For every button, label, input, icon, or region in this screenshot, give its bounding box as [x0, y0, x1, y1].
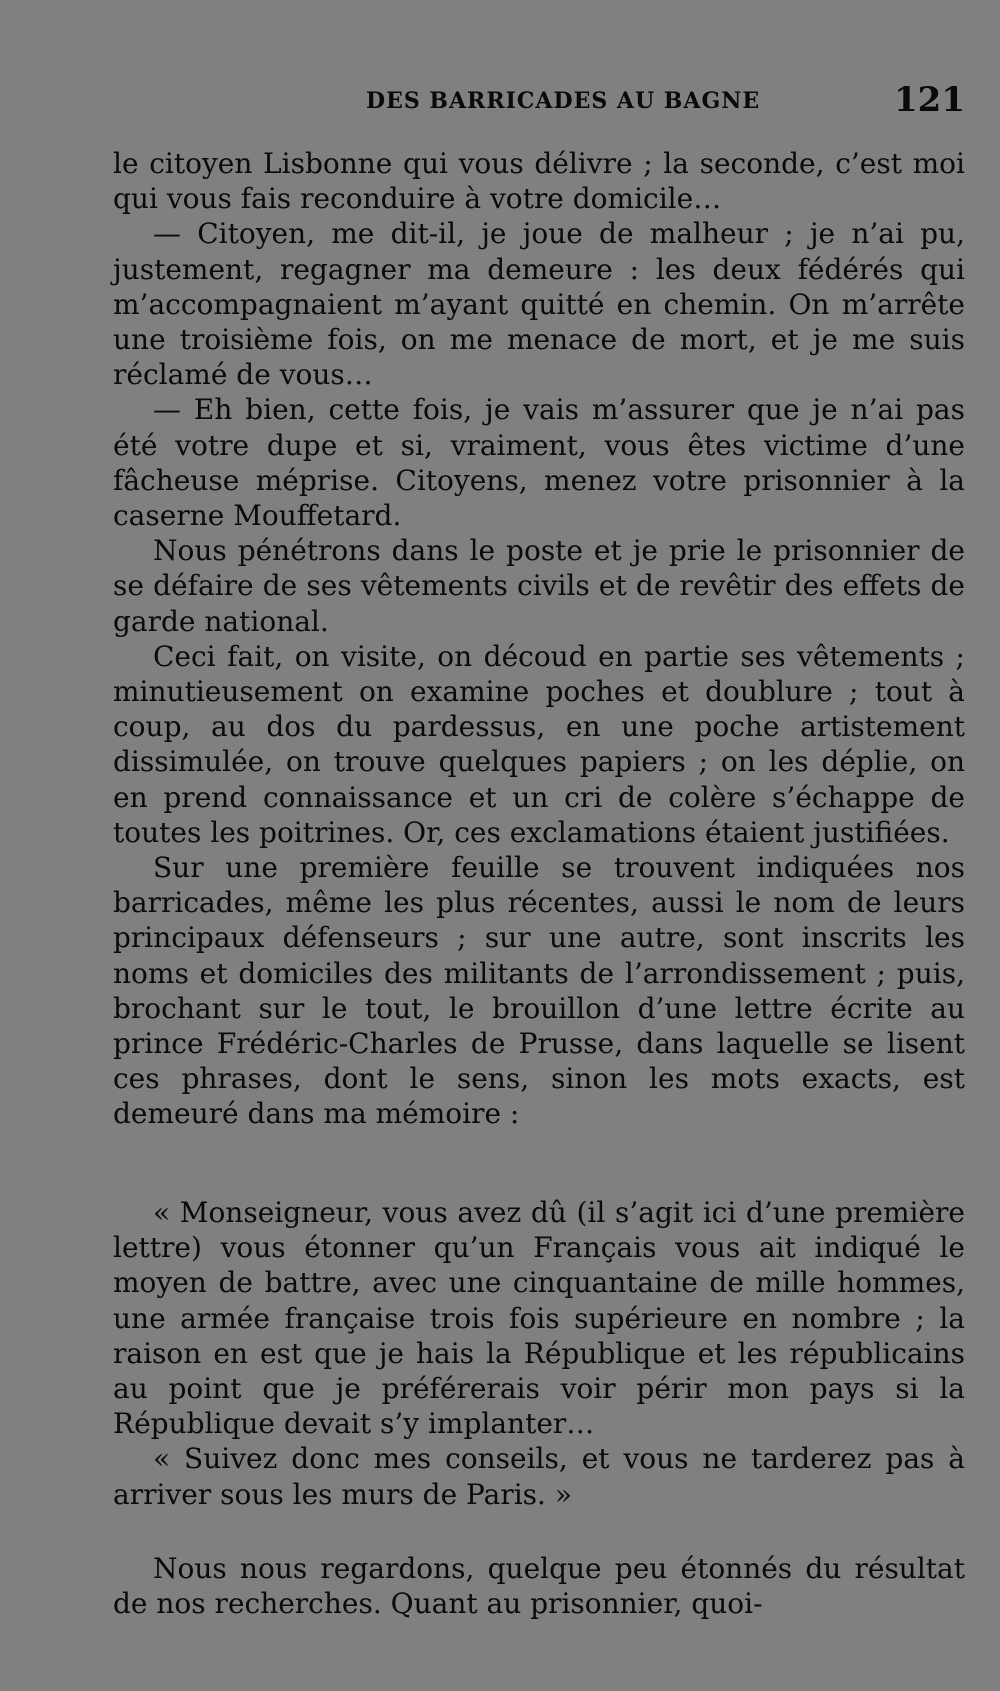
paragraph: — Citoyen, me dit-il, je joue de malheur ; je n’ai pu, justement, regagner ma demeure : les deux fédérés qui m’accompagnaient m’ayant quitté en chemin. On m’arrête une troisième fois, on me menace de mort, et je me suis réclamé de vous… [113, 217, 965, 392]
page-number: 121 [894, 80, 965, 120]
closing-text [113, 1551, 965, 1621]
main-text [113, 146, 965, 1132]
paragraph: Nous pénétrons dans le poste et je prie le prisonnier de se défaire de ses vêtements civils et de revêtir des effets de garde national. [113, 534, 965, 638]
quoted-letter [113, 1195, 965, 1512]
paragraph: — Eh bien, cette fois, je vais m’assurer que je n’ai pas été votre dupe et si, vraiment, vous êtes victime d’une fâcheuse méprise. Citoyens, menez votre prisonnier à la caserne Mouffetard. [113, 393, 965, 533]
paragraph: Ceci fait, on visite, on découd en partie ses vêtements ; minutieusement on examine poches et doublure ; tout à coup, au dos du pardessus, en une poche artistement dissimulée, on trouve quelques papiers ; on les déplie, on en prend connaissance et un cri de colère s’échappe de toutes les poitrines. Or, ces exclamations étaient justifiées. [113, 639, 965, 849]
page-header [120, 78, 965, 122]
paragraph: Sur une première feuille se trouvent indiquées nos barricades, même les plus récentes, aussi le nom de leurs principaux défenseurs ; sur une autre, sont inscrits les noms et domiciles des militants de l’arrondissement ; puis, brochant sur le tout, le brouillon d’une lettre écrite au prince Frédéric-Charles de Prusse, dans laquelle se lisent ces phrases, dont le sens, sinon les mots exacts, est demeuré dans ma mémoire : [113, 851, 965, 1131]
running-title: DES BARRICADES AU BAGNE [366, 88, 761, 114]
quoted-paragraph: « Monseigneur, vous avez dû (il s’agit ici d’une première lettre) vous étonner qu’un Français vous ait indiqué le moyen de battre, avec une cinquantaine de mille hommes, une armée française trois fois supérieure en nombre ; la raison en est que je hais la République et les républicains au point que je préférerais voir périr mon pays si la République devait s’y implanter… [113, 1196, 965, 1441]
paragraph: Nous nous regardons, quelque peu étonnés du résultat de nos recherches. Quant au prisonnier, quoi- [113, 1552, 965, 1621]
quoted-paragraph: « Suivez donc mes conseils, et vous ne tarderez pas à arriver sous les murs de Paris. » [113, 1442, 965, 1511]
paragraph: le citoyen Lisbonne qui vous délivre ; la seconde, c’est moi qui vous fais reconduire à votre domicile… [113, 147, 965, 216]
